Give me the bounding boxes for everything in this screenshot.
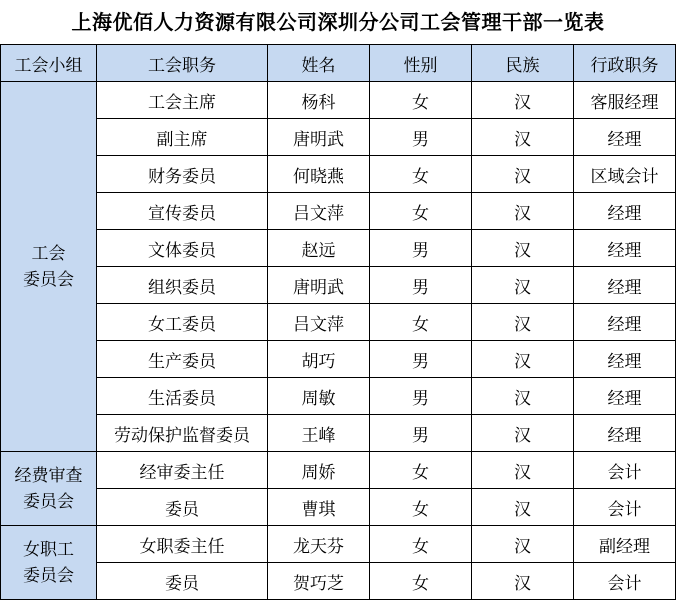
cell-name: 何晓燕 [268,156,370,193]
cadre-table [0,44,676,600]
table-row [1,156,676,193]
table-row [1,452,676,489]
table-body [1,82,676,600]
cell-union-duty: 组织委员 [97,267,268,304]
cell-admin-duty: 经理 [574,267,676,304]
cell-admin-duty: 经理 [574,193,676,230]
table-row [1,563,676,600]
table-row [1,82,676,119]
cell-ethnicity: 汉 [472,156,574,193]
header-admin-duty: 行政职务 [574,45,676,82]
cell-admin-duty: 区域会计 [574,156,676,193]
table-row [1,193,676,230]
group-name-line: 经费审查 [14,465,83,486]
cell-name: 周敏 [268,378,370,415]
cell-gender: 男 [370,341,472,378]
group-name-cell [1,526,97,600]
cell-gender: 男 [370,415,472,452]
cell-union-duty: 生产委员 [97,341,268,378]
header-name: 姓名 [268,45,370,82]
table-title: 上海优佰人力资源有限公司深圳分公司工会管理干部一览表 [71,10,605,34]
table-row [1,341,676,378]
cell-gender: 男 [370,119,472,156]
header-row [1,45,676,82]
table-row [1,119,676,156]
cell-admin-duty: 经理 [574,341,676,378]
cell-gender: 男 [370,267,472,304]
cell-admin-duty: 经理 [574,304,676,341]
header-union-duty: 工会职务 [97,45,268,82]
cell-gender: 女 [370,489,472,526]
cell-union-duty: 女工委员 [97,304,268,341]
cell-ethnicity: 汉 [472,341,574,378]
cell-gender: 男 [370,378,472,415]
cell-name: 吕文萍 [268,304,370,341]
cell-ethnicity: 汉 [472,452,574,489]
table-row [1,304,676,341]
cell-union-duty: 工会主席 [97,82,268,119]
cell-ethnicity: 汉 [472,267,574,304]
group-name-cell [1,452,97,526]
cell-name: 赵远 [268,230,370,267]
cell-name: 胡巧 [268,341,370,378]
cell-name: 龙天芬 [268,526,370,563]
group-name-line: 委员会 [23,491,74,512]
cell-admin-duty: 经理 [574,119,676,156]
table-row [1,489,676,526]
cell-union-duty: 副主席 [97,119,268,156]
cell-ethnicity: 汉 [472,415,574,452]
cell-gender: 女 [370,452,472,489]
cell-union-duty: 宣传委员 [97,193,268,230]
cell-ethnicity: 汉 [472,526,574,563]
cell-union-duty: 经审委主任 [97,452,268,489]
cell-union-duty: 生活委员 [97,378,268,415]
cell-name: 周娇 [268,452,370,489]
cell-gender: 女 [370,156,472,193]
cell-gender: 女 [370,526,472,563]
cell-union-duty: 文体委员 [97,230,268,267]
group-name-line: 委员会 [23,565,74,586]
cell-name: 唐明武 [268,267,370,304]
group-name-line: 委员会 [23,269,74,290]
group-name-line: 工会 [31,243,66,264]
cell-name: 杨科 [268,82,370,119]
cell-union-duty: 女职委主任 [97,526,268,563]
cell-ethnicity: 汉 [472,119,574,156]
cell-name: 唐明武 [268,119,370,156]
cell-admin-duty: 客服经理 [574,82,676,119]
cell-admin-duty: 经理 [574,230,676,267]
cell-admin-duty: 会计 [574,563,676,600]
cell-gender: 女 [370,563,472,600]
table-row [1,230,676,267]
cell-ethnicity: 汉 [472,304,574,341]
cell-union-duty: 财务委员 [97,156,268,193]
cell-ethnicity: 汉 [472,563,574,600]
cell-ethnicity: 汉 [472,489,574,526]
table-row [1,267,676,304]
cell-admin-duty: 会计 [574,452,676,489]
cell-name: 吕文萍 [268,193,370,230]
cell-admin-duty: 经理 [574,415,676,452]
cell-gender: 女 [370,193,472,230]
cell-admin-duty: 副经理 [574,526,676,563]
cell-name: 曹琪 [268,489,370,526]
header-union-group: 工会小组 [1,45,97,82]
table-row [1,378,676,415]
cell-gender: 女 [370,304,472,341]
cell-name: 王峰 [268,415,370,452]
cell-admin-duty: 会计 [574,489,676,526]
header-gender: 性别 [370,45,472,82]
cell-union-duty: 委员 [97,563,268,600]
cell-ethnicity: 汉 [472,193,574,230]
cell-gender: 男 [370,230,472,267]
cell-ethnicity: 汉 [472,378,574,415]
group-name-cell [1,82,97,452]
header-ethnicity: 民族 [472,45,574,82]
group-name-line: 女职工 [23,539,74,560]
table-row [1,415,676,452]
table-row [1,526,676,563]
cell-ethnicity: 汉 [472,230,574,267]
cell-ethnicity: 汉 [472,82,574,119]
cell-union-duty: 劳动保护监督委员 [97,415,268,452]
cell-union-duty: 委员 [97,489,268,526]
cell-name: 贺巧芝 [268,563,370,600]
cell-gender: 女 [370,82,472,119]
cell-admin-duty: 经理 [574,378,676,415]
